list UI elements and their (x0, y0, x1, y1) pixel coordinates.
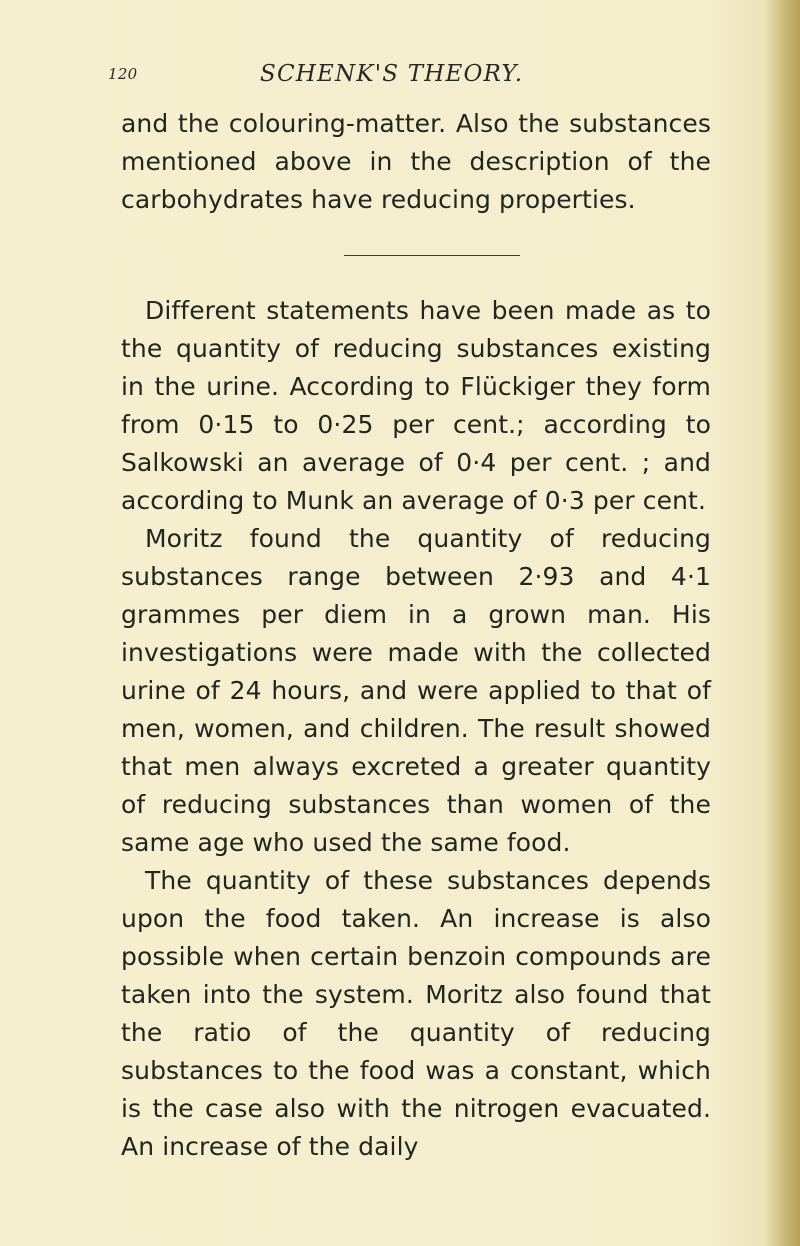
page-header (108, 56, 628, 92)
paragraph-3: Moritz found the quantity of reducing substances range between 2·93 and 4·1 grammes per diem in a grown man. His investigations were made with the collected urine of 24 hours, and were applied to that of men, women, and children. The result showed that men always excreted a greater quantity of reducing substances than women of the same age who used the same food. (121, 524, 711, 857)
paragraph-4: The quantity of these substances depends upon the food taken. An increase is also possible when certain benzoin compounds are taken into the system. Moritz also found that the ratio of the quantity of reducing substances to the food was a constant, which is the case also with the nitrogen evacuated. An increase of the daily (121, 866, 711, 1161)
page-edge-shadow (764, 0, 800, 1246)
section-divider (344, 255, 520, 256)
opening-text-block (121, 105, 711, 219)
paragraph-1: and the colouring-matter. Also the substances mentioned above in the description of the carbohydrates have reducing properties. (121, 109, 711, 214)
main-text-block (121, 292, 711, 1166)
running-head: SCHENK'S THEORY. (260, 61, 524, 87)
paragraph-2: Different statements have been made as to the quantity of reducing substances existing in the urine. According to Flückiger they form from 0·15 to 0·25 per cent.; according to Salkowski an average of 0·4 per cent. ; and according to Munk an average of 0·3 per cent. (121, 296, 711, 515)
page-number: 120 (108, 65, 138, 83)
